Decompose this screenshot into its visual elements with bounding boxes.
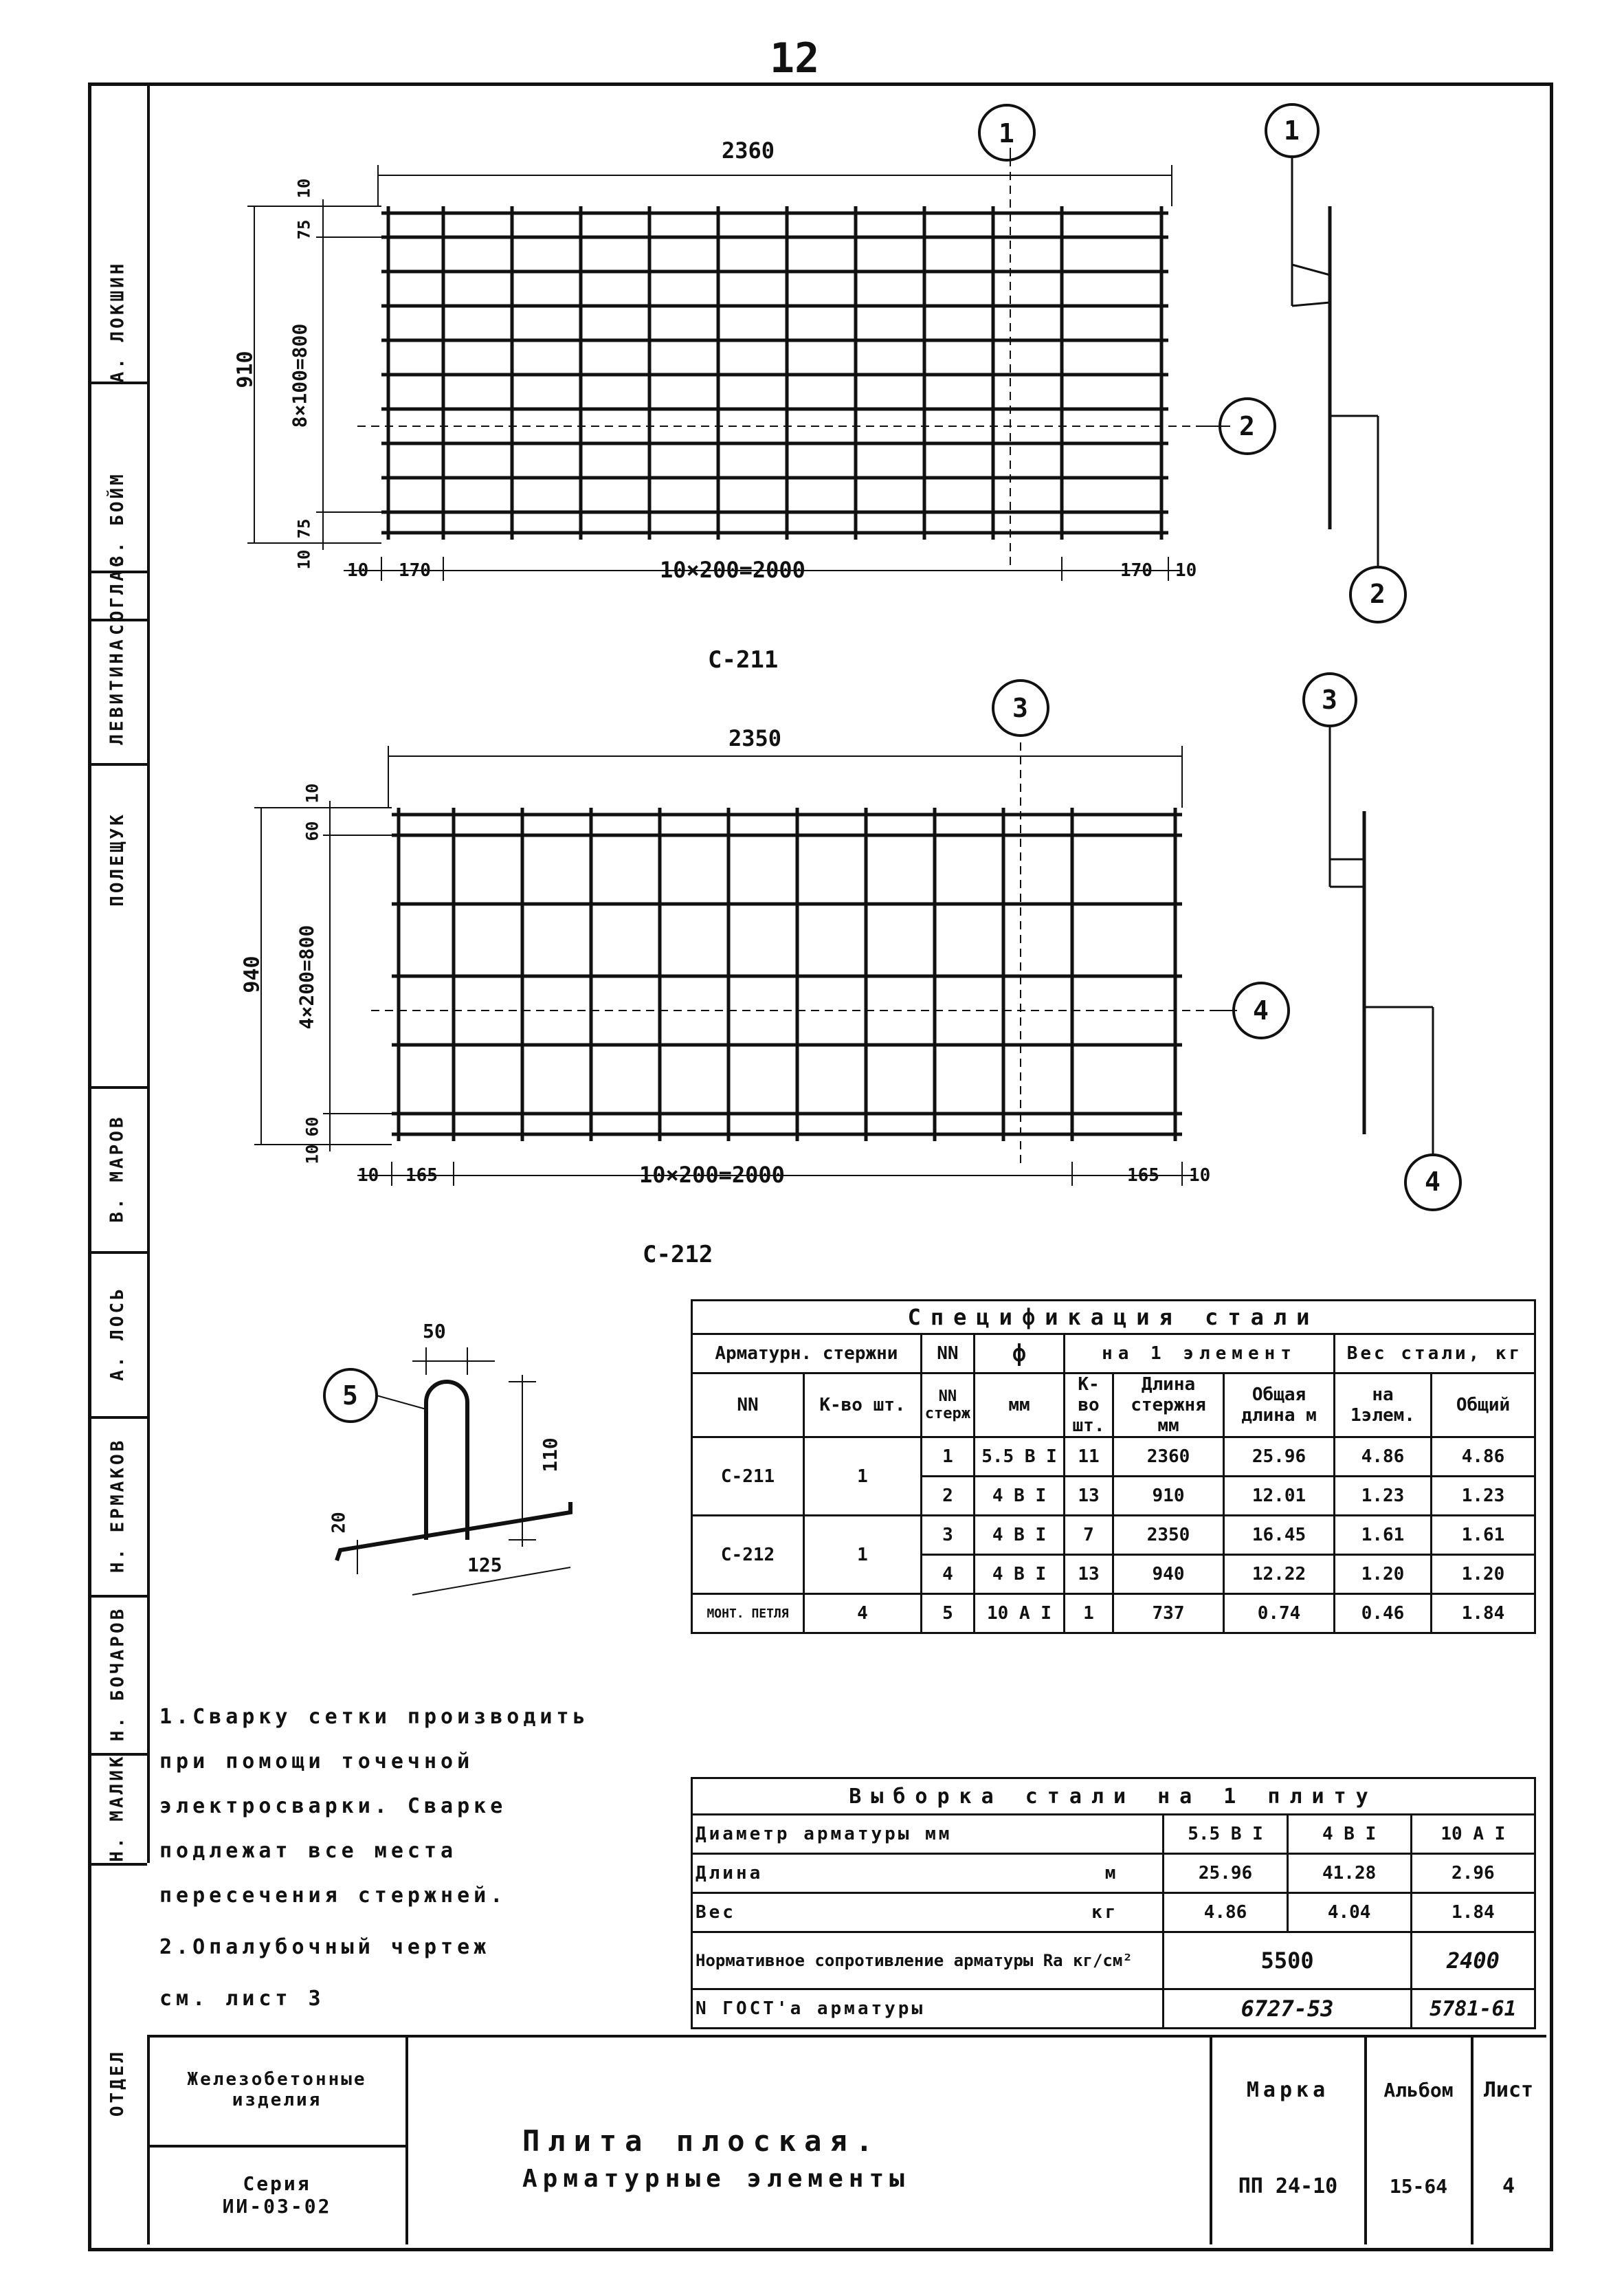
note-line-7: см. лист 3 [159, 1987, 325, 2011]
loop-dim-base: 125 [467, 1554, 502, 1576]
table-row: МОНТ. ПЕТЛЯ 4 5 10 A I 1 737 0.74 0.46 1.84 [692, 1594, 1535, 1633]
mesh-c211-grid [381, 206, 1168, 540]
stamp-name-los: А. ЛОСЬ [107, 1286, 129, 1381]
spec-h-count: К-во шт. [804, 1373, 922, 1437]
c212-name: С-212 [643, 1241, 713, 1268]
loop-dim-width: 50 [423, 1320, 446, 1343]
sheet: Лист 4 [1483, 2077, 1534, 2198]
c211-left-step: 170 [399, 560, 431, 581]
c211-bottom-step: 75 [294, 518, 314, 539]
loop-dim-height: 110 [538, 1437, 561, 1472]
stamp-name-lokshin: А. ЛОКШИН [107, 261, 129, 382]
note-line-4: подлежат все места [159, 1839, 458, 1863]
stamp-name-boim: З. БОЙМ [107, 472, 129, 566]
c212-right-step: 165 [1127, 1165, 1159, 1186]
spec-h-bar-len: Длина стержня мм [1113, 1373, 1224, 1437]
table-row: С-211 1 1 5.5 B I 11 2360 25.96 4.86 4.86 [692, 1437, 1535, 1477]
table-row: 2 4 B I 13 910 12.01 1.23 1.23 [692, 1477, 1535, 1516]
note-line-5: пересечения стержней. [159, 1884, 507, 1908]
c212-right-edge: 10 [1189, 1165, 1211, 1186]
c211-top-step: 75 [294, 219, 314, 240]
table-row: С-212 1 3 4 B I 7 2350 16.45 1.61 1.61 [692, 1516, 1535, 1555]
steel-selection-table [691, 1777, 1536, 2029]
spec-h-per-elem: на 1 элемент [1065, 1334, 1335, 1373]
c211-mid: 8×100=800 [288, 323, 311, 428]
mark: Марка ПП 24-10 [1238, 2077, 1338, 2198]
album: Альбом 15-64 [1383, 2078, 1454, 2198]
c212-mid: 4×200=800 [295, 925, 318, 1030]
c212-section-callout-3: 3 [1322, 685, 1337, 715]
c211-left-edge: 10 [347, 560, 369, 581]
c212-bottom-edge: 10 [302, 1144, 322, 1164]
stamp-name-levitina: ЛЕВИТИНА [107, 637, 129, 745]
spec-h-nn-col: NN [692, 1373, 804, 1437]
spec-h-weight-elem: на 1элем. [1335, 1373, 1432, 1437]
c211-section-callout-2: 2 [1370, 579, 1386, 609]
c212-callout-3: 3 [1012, 693, 1028, 723]
steel-spec-table [691, 1299, 1536, 1634]
c211-right-edge: 10 [1175, 560, 1197, 581]
c211-total-length: 2360 [722, 137, 775, 164]
c211-name: С-211 [708, 646, 779, 674]
stamp-name-bocharov: Н. БОЧАРОВ [107, 1606, 129, 1742]
spec-h-rebar: Арматурн. стержни [692, 1334, 922, 1373]
note-line-6: 2.Опалубочный чертеж [159, 1935, 491, 1959]
c212-section-callout-4: 4 [1425, 1167, 1441, 1197]
selection-title: Выборка стали на 1 плиту [692, 1778, 1535, 1815]
stamp-name-poleshchuk: ПОЛЕЩУК [107, 812, 129, 907]
c212-bottom-step: 60 [302, 1116, 322, 1137]
table-row: Нормативное сопротивление арматуры Rа кг/см² 5500 2400 [692, 1932, 1535, 1989]
table-row: 4 4 B I 13 940 12.22 1.20 1.20 [692, 1555, 1535, 1594]
spec-h-total-len: Общая длина м [1224, 1373, 1335, 1437]
spec-h-diam: ф [975, 1334, 1065, 1373]
loop-callout-5: 5 [342, 1380, 358, 1411]
spec-h-qty: К-во шт. [1065, 1373, 1113, 1437]
c212-span: 10×200=2000 [639, 1162, 785, 1188]
c211-span: 10×200=2000 [660, 557, 805, 583]
c211-callout-1: 1 [999, 118, 1014, 148]
spec-title: Спецификация стали [692, 1301, 1535, 1334]
note-line-1: 1.Сварку сетки производить [159, 1705, 590, 1729]
stamp-name-marov: В. МАРОВ [107, 1114, 129, 1223]
stamp-name-otdel: ОТДЕЛ [107, 2049, 128, 2117]
c211-section-callout-1: 1 [1284, 115, 1300, 146]
c212-left-edge: 10 [357, 1165, 379, 1186]
table-row: N ГОСТ'а арматуры 6727-53 5781-61 [692, 1989, 1535, 2029]
c211-right-step: 170 [1120, 560, 1153, 581]
c211-top-edge: 10 [294, 178, 314, 199]
table-row: Вес кг 4.86 4.04 1.84 [692, 1893, 1535, 1932]
spec-h-nn: NN [921, 1334, 974, 1373]
drawing-title: Плита плоская. Арматурные элементы [522, 2124, 910, 2193]
spec-h-weight-total: Общий [1432, 1373, 1535, 1437]
stamp-name-malik: Н. МАЛИК [107, 1754, 129, 1862]
c212-left-step: 165 [405, 1165, 438, 1186]
c211-bottom-edge: 10 [294, 549, 314, 570]
spec-h-diam-unit: мм [975, 1373, 1065, 1437]
org-name: Железобетонные изделия [187, 2069, 367, 2110]
spec-h-weight: Вес стали, кг [1335, 1334, 1535, 1373]
c212-total-width: 940 [240, 956, 265, 993]
loop-dim-left: 20 [329, 1512, 350, 1534]
stamp-name-ermakov: Н. ЕРМАКОВ [107, 1437, 129, 1574]
page-number: 12 [770, 34, 820, 82]
c212-total-length: 2350 [728, 725, 782, 751]
c212-top-step: 60 [302, 821, 322, 841]
note-line-3: электросварки. Сварке [159, 1794, 507, 1818]
mesh-c212-grid [392, 808, 1182, 1141]
table-row: Диаметр арматуры мм 5.5 B I 4 B I 10 A I [692, 1815, 1535, 1854]
series: Серия ИИ-03-02 [222, 2172, 332, 2218]
c212-top-edge: 10 [302, 783, 322, 804]
stamp-name-soglas: СОГЛАС [107, 554, 129, 635]
c211-total-width: 910 [233, 351, 258, 388]
c211-callout-2: 2 [1239, 411, 1255, 441]
table-row: Длина м 25.96 41.28 2.96 [692, 1854, 1535, 1893]
c212-callout-4: 4 [1253, 995, 1269, 1026]
spec-h-nn-bar: NN стерж [921, 1373, 974, 1437]
note-line-2: при помощи точечной [159, 1749, 474, 1774]
